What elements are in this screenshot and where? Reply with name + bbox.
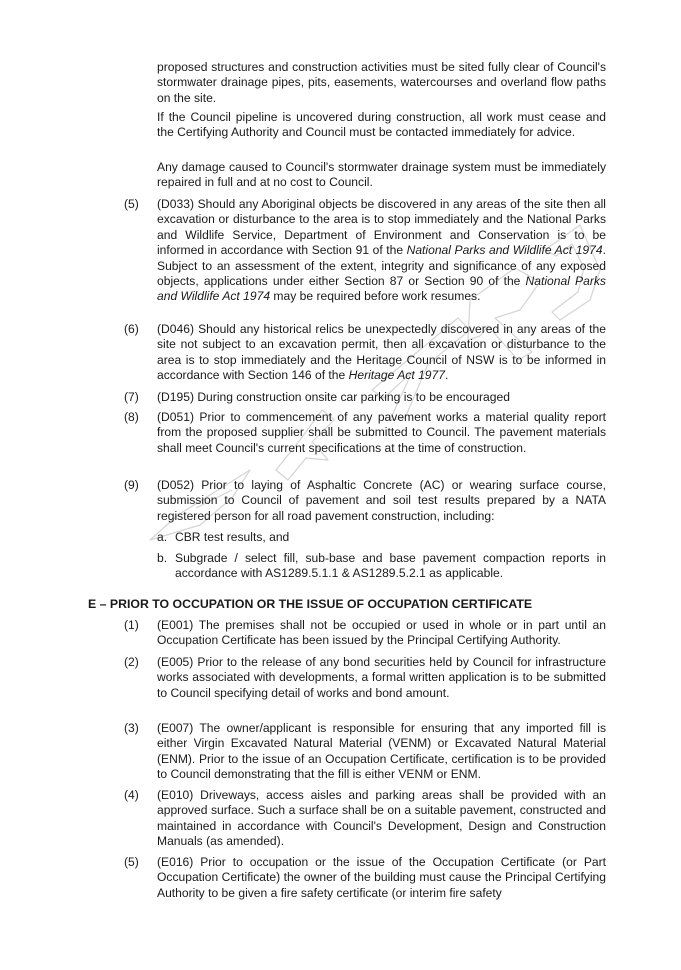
text-run: (D052) Prior to laying of Asphaltic Concrete (AC) or wearing surface course, submission to Council of pavement and soil test results prepared by a NATA registered person for all road pavement construction, including:	[157, 478, 606, 523]
item-number: (8)	[124, 410, 139, 424]
sub-item-letter: b.	[157, 551, 168, 565]
item-number: (9)	[124, 478, 139, 492]
text-run: . Subject to an assessment of the extent, integrity and significance of any exposed objects, applications under either Section 87 or Section 90 of the	[157, 243, 606, 289]
italic-act-name: National Parks and Wildlife Act 1974	[406, 243, 603, 258]
item-number: (6)	[124, 322, 139, 336]
item-number: (4)	[124, 788, 139, 802]
item-number: (5)	[124, 197, 139, 211]
item-text: (E001) The premises shall not be occupied or used in whole or in part until an Occupation Certificate has been issued by the Principal Certifying Authority.	[157, 618, 606, 648]
item-text	[157, 322, 606, 384]
item-text: (E010) Driveways, access aisles and parking areas shall be provided with an approved surface. Such a surface shall be on a suitable pavement, constructed and maintained in accordance with Council's Development, Design and Construction Manuals (as amended).	[157, 788, 606, 849]
intro-paragraph-1	[157, 60, 606, 106]
text-run: may be required before work resumes.	[270, 289, 481, 304]
text-run: (D033) Should any Aboriginal objects be discovered in any areas of the site then all excavation or disturbance to the area is to stop immediately and the National Parks and Wildlife Service, Department of Environment and Conservation is to be informed in accordance with Section 91 of the	[157, 197, 606, 258]
item-number: (5)	[124, 855, 139, 869]
paragraph-text: If the Council pipeline is uncovered during construction, all work must cease and the Certifying Authority and Council must be contacted immediately for advice.	[157, 110, 606, 140]
item-text	[157, 410, 606, 456]
sub-item-letter: a.	[157, 530, 168, 544]
sub-item-text: CBR test results, and	[175, 530, 290, 544]
paragraph-text: proposed structures and construction activities must be sited fully clear of Council's stormwater drainage pipes, pits, easements, watercourses and overland flow paths on the site.	[157, 60, 606, 105]
item-number: (3)	[124, 721, 139, 735]
text-run: (D195) During construction onsite car parking is to be encouraged	[157, 390, 510, 404]
intro-paragraph-3	[157, 160, 606, 191]
item-text	[157, 478, 606, 524]
intro-paragraph-2	[157, 110, 606, 141]
item-text: (E016) Prior to occupation or the issue of the Occupation Certificate (or Part Occupation Certificate) the owner of the building must cause the Principal Certifying Authority to be given a fire safety certificate (or interim fire safety	[157, 855, 606, 900]
text-run: (D051) Prior to commencement of any pavement works a material quality report from the proposed supplier shall be submitted to Council. The pavement materials shall meet Council's current specifications at the time of construction.	[157, 410, 606, 455]
text-run: .	[444, 368, 449, 383]
paragraph-text: Any damage caused to Council's stormwater drainage system must be immediately repaired in full and at no cost to Council.	[157, 160, 606, 190]
item-text	[157, 390, 606, 405]
text-run: (D046) Should any historical relics be unexpectedly discovered in any areas of the site not subject to an excavation permit, then all excavation or disturbance to the area is to stop immediately and the Heritage Council of NSW is to be informed in accordance with Section 146 of the	[157, 322, 606, 383]
sub-item-text: Subgrade / select fill, sub-base and base pavement compaction reports in accordance with AS1289.5.1.1 & AS1289.5.2.1 as applicable.	[175, 551, 606, 581]
item-number: (1)	[124, 618, 139, 632]
italic-act-name: National Parks and Wildlife Act 1974	[157, 274, 606, 304]
italic-act-name: Heritage Act 1977	[348, 368, 445, 383]
section-heading-e: E – PRIOR TO OCCUPATION OR THE ISSUE OF OCCUPATION CERTIFICATE	[88, 597, 533, 611]
item-text: (E007) The owner/applicant is responsible for ensuring that any imported fill is either Virgin Excavated Natural Material (VENM) or Excavated Natural Material (ENM). Prior to the issue of an Occupation Certificate, certification is to be provided to Council demonstrating that the fill is either VENM or ENM.	[157, 721, 606, 782]
item-number: (7)	[124, 390, 139, 404]
item-number: (2)	[124, 655, 139, 669]
item-text: (E005) Prior to the release of any bond securities held by Council for infrastructure works associated with developments, a formal written application is to be submitted to Council specifying detail of works and bond amount.	[157, 655, 606, 700]
item-text	[157, 197, 606, 305]
